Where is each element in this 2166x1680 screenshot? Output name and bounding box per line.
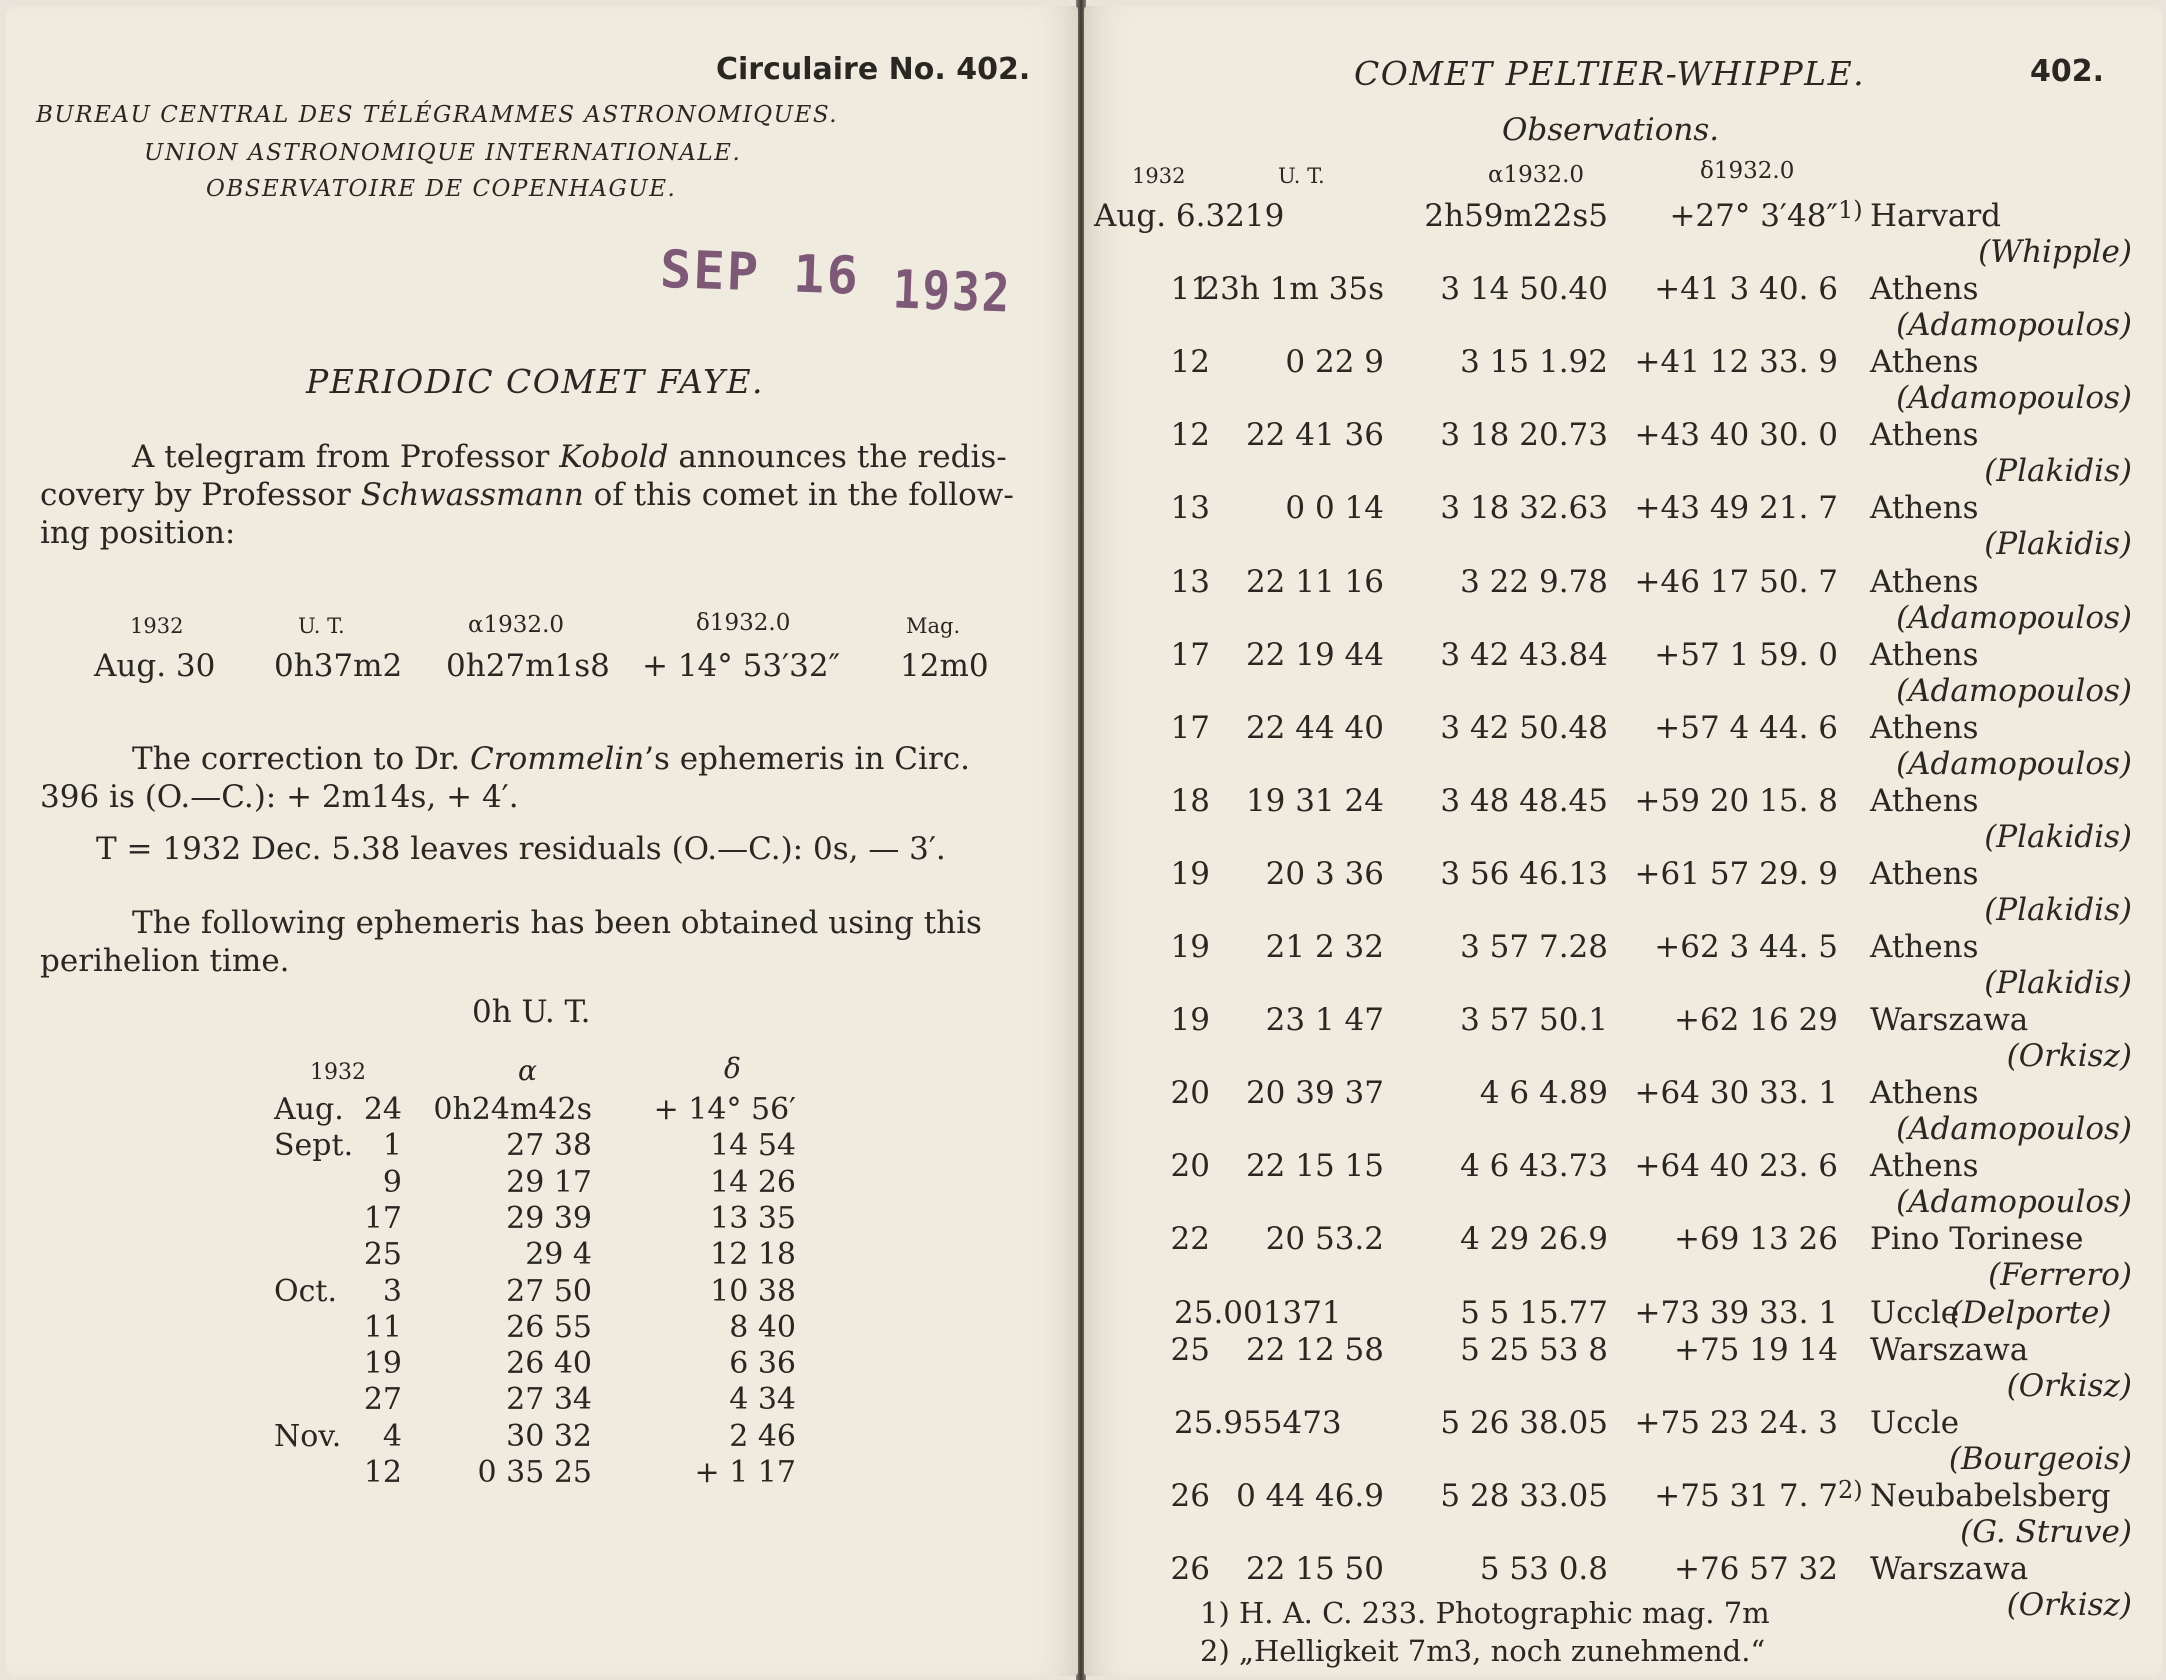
ephemeris-row	[6, 1382, 1006, 1418]
obs-place: Warszawa	[1870, 1002, 2029, 1039]
eph-day: 19	[363, 1346, 402, 1382]
observation-row	[1084, 1475, 2162, 1551]
para1-line2: covery by Professor Schwassmann of this comet in the follow-	[40, 477, 1014, 513]
obs-delta: +75 31 7. 7	[1654, 1477, 1838, 1514]
observation-row	[1084, 1002, 2162, 1075]
observations-subtitle: Observations.	[1502, 112, 1720, 148]
obs-alpha: 4 6 4.89	[1479, 1075, 1608, 1112]
obs-place: Athens	[1870, 636, 1979, 673]
obs-observer: (Adamopoulos)	[1896, 1184, 2132, 1221]
observation-row	[1084, 929, 2162, 1002]
obs-observer: (Adamopoulos)	[1896, 307, 2132, 344]
eph-delta: 4 34	[729, 1382, 796, 1418]
obs-place: Athens	[1870, 271, 1979, 308]
stamp-date: SEP 16	[659, 239, 861, 307]
para1-line3: ing position:	[40, 515, 236, 551]
obs-alpha: 3 56 46.13	[1440, 855, 1608, 892]
eph-delta: 12 18	[710, 1237, 796, 1273]
obs-delta: +76 57 32	[1673, 1550, 1838, 1587]
observation-row	[1084, 344, 2162, 417]
obs-place: Athens	[1870, 1075, 1979, 1112]
obs-place: Athens	[1870, 929, 1979, 965]
eph-alpha: 26 55	[506, 1309, 592, 1345]
obs-ut: 20 39 37	[1245, 1075, 1384, 1112]
pos-mag: 12m0	[900, 648, 989, 684]
stamp-year: 1932	[891, 257, 1013, 325]
obs-date: 25.955473	[1174, 1404, 1342, 1441]
obs-ut: 0 22 9	[1285, 344, 1384, 381]
eph-header-year: 1932	[310, 1060, 366, 1085]
peltier-whipple-title: COMET PELTIER-WHIPPLE.	[1354, 54, 1866, 93]
obs-ut: 22 44 40	[1245, 709, 1384, 746]
obs-observer: (Adamopoulos)	[1896, 1111, 2132, 1148]
obs-date: 19	[1170, 855, 1210, 892]
obs-delta: +57 1 59. 0	[1654, 636, 1838, 673]
obs-ut: 0 0 14	[1285, 490, 1384, 527]
left-page	[6, 6, 1078, 1676]
ephemeris-row	[6, 1237, 1006, 1273]
para1-line1: A telegram from Professor Kobold announces the redis-	[132, 439, 1007, 475]
eph-header-alpha: α	[518, 1054, 537, 1087]
obs-footnote-ref: 1)	[1838, 196, 1863, 224]
pos-header-alpha: α1932.0	[468, 612, 565, 638]
page-number: 402.	[2030, 54, 2105, 89]
obs-ut: 22 15 50	[1245, 1550, 1384, 1587]
obs-delta: +43 40 30. 0	[1634, 417, 1838, 454]
eph-delta: 14 26	[710, 1164, 796, 1200]
ephemeris-row	[6, 1455, 1006, 1491]
obs-place: Neubabelsberg	[1870, 1477, 2111, 1514]
eph-alpha: 27 50	[506, 1273, 592, 1309]
eph-month: Aug.	[274, 1092, 344, 1127]
obs-delta: +61 57 29. 9	[1634, 855, 1838, 892]
eph-day: 11	[363, 1309, 402, 1345]
eph-alpha: 30 32	[506, 1418, 592, 1454]
obs-delta: +64 30 33. 1	[1634, 1075, 1838, 1112]
pos-header-ut: U. T.	[298, 614, 345, 638]
eph-delta: 8 40	[729, 1309, 796, 1345]
eph-day: 4	[382, 1418, 402, 1454]
para4-line2: perihelion time.	[40, 943, 290, 979]
obs-delta: +75 23 24. 3	[1634, 1404, 1838, 1441]
obs-place: Uccle	[1870, 1294, 1960, 1331]
eph-alpha: 29 4	[525, 1237, 592, 1273]
observation-row	[1084, 783, 2162, 856]
obs-alpha: 3 57 7.28	[1460, 929, 1608, 965]
obs-alpha: 3 22 9.78	[1460, 563, 1608, 600]
ephemeris-row	[6, 1274, 1006, 1310]
obs-delta: +69 13 26	[1673, 1221, 1838, 1258]
footnote-1: 1) H. A. C. 233. Photographic mag. 7m	[1200, 1596, 1770, 1630]
obs-date: 11	[1170, 271, 1210, 308]
para4-line1: The following ephemeris has been obtained using this	[132, 905, 982, 941]
eph-alpha: 29 17	[506, 1164, 592, 1200]
obs-delta: +41 12 33. 9	[1634, 344, 1838, 381]
obs-delta: +62 3 44. 5	[1654, 929, 1838, 965]
ephemeris-row	[6, 1310, 1006, 1346]
eph-day: 1	[382, 1128, 402, 1164]
obs-alpha: 3 42 50.48	[1440, 709, 1608, 746]
date-stamp	[659, 239, 1013, 325]
para3: T = 1932 Dec. 5.38 leaves residuals (O.—C.): 0s, — 3′.	[96, 831, 946, 867]
obs-date: 13	[1170, 563, 1210, 600]
obs-delta: +41 3 40. 6	[1654, 271, 1838, 308]
obs-ut: 20 53.2	[1265, 1221, 1384, 1258]
obs-delta: +62 16 29	[1673, 1002, 1838, 1039]
eph-day: 9	[382, 1164, 402, 1200]
ephemeris-title: 0h U. T.	[472, 994, 591, 1030]
obs-place: Warszawa	[1870, 1550, 2029, 1587]
observation-row	[1084, 1332, 2162, 1405]
obs-observer: (Plakidis)	[1984, 526, 2132, 563]
obs-place: Athens	[1870, 490, 1979, 527]
ephemeris-row	[6, 1419, 1006, 1455]
observation-row	[1084, 710, 2162, 783]
obs-date: 12	[1170, 417, 1210, 454]
obs-date: 18	[1170, 782, 1210, 819]
obs-alpha: 4 29 26.9	[1460, 1221, 1608, 1258]
obs-place: Warszawa	[1870, 1331, 2029, 1368]
observation-row	[1084, 1075, 2162, 1148]
obs-header-ut: U. T.	[1278, 164, 1325, 188]
obs-ut: 21 2 32	[1265, 929, 1384, 965]
obs-date: 12	[1170, 344, 1210, 381]
pos-delta: + 14° 53′32″	[642, 648, 841, 684]
obs-observer: (Plakidis)	[1984, 818, 2132, 855]
obs-observer: (Adamopoulos)	[1896, 599, 2132, 636]
eph-alpha: 27 38	[506, 1128, 592, 1164]
union-line: UNION ASTRONOMIQUE INTERNATIONALE.	[144, 140, 742, 166]
eph-alpha: 0 35 25	[477, 1455, 592, 1490]
obs-ut: 22 15 15	[1245, 1148, 1384, 1185]
eph-day: 3	[382, 1273, 402, 1309]
obs-observer: (Adamopoulos)	[1896, 380, 2132, 417]
right-page	[1084, 6, 2162, 1676]
obs-observer: (Ferrero)	[1988, 1257, 2132, 1294]
obs-place: Athens	[1870, 1148, 1979, 1185]
pos-header-year: 1932	[130, 614, 184, 638]
eph-day: 27	[363, 1382, 402, 1418]
obs-header-year: 1932	[1132, 164, 1186, 188]
obs-observer: (Adamopoulos)	[1896, 745, 2132, 782]
obs-alpha: 5 28 33.05	[1440, 1477, 1608, 1514]
obs-delta: +75 19 14	[1673, 1331, 1838, 1368]
bureau-line: BUREAU CENTRAL DES TÉLÉGRAMMES ASTRONOMIQUES.	[36, 102, 839, 128]
ephemeris-row	[6, 1165, 1006, 1201]
observation-row	[1084, 417, 2162, 490]
eph-delta: + 1 17	[694, 1455, 796, 1490]
comet-faye-title: PERIODIC COMET FAYE.	[306, 362, 765, 401]
obs-delta: +73 39 33. 1	[1634, 1294, 1838, 1331]
obs-ut: 23h 1m 35s	[1200, 271, 1384, 308]
obs-alpha: 5 53 0.8	[1479, 1550, 1608, 1587]
ephemeris-row	[6, 1201, 1006, 1237]
observation-row	[1084, 856, 2162, 929]
pos-date: Aug. 30	[94, 648, 216, 684]
obs-date: 26	[1170, 1477, 1210, 1514]
obs-alpha: 3 48 48.45	[1440, 782, 1608, 819]
obs-observer: (Adamopoulos)	[1896, 672, 2132, 709]
eph-month: Sept.	[274, 1128, 354, 1164]
obs-place: Athens	[1870, 709, 1979, 746]
obs-place: Athens	[1870, 417, 1979, 454]
obs-date: 13	[1170, 490, 1210, 527]
eph-alpha: 0h24m42s	[433, 1092, 592, 1127]
observation-row	[1084, 198, 2162, 271]
eph-delta: 2 46	[729, 1418, 796, 1454]
obs-alpha: 3 18 32.63	[1440, 490, 1608, 527]
obs-alpha: 2h59m22s5	[1424, 198, 1608, 234]
eph-day: 24	[363, 1092, 402, 1127]
obs-observer: (Whipple)	[1978, 234, 2132, 270]
obs-delta: +59 20 15. 8	[1634, 782, 1838, 819]
obs-alpha: 3 57 50.1	[1460, 1002, 1608, 1039]
obs-delta: +57 4 44. 6	[1654, 709, 1838, 746]
obs-place: Athens	[1870, 782, 1979, 819]
obs-alpha: 5 25 53 8	[1460, 1331, 1608, 1368]
obs-date: Aug. 6.3219	[1094, 198, 1285, 234]
obs-place: Athens	[1870, 855, 1979, 892]
eph-alpha: 26 40	[506, 1346, 592, 1382]
observation-row	[1084, 637, 2162, 710]
eph-delta: 10 38	[710, 1273, 796, 1309]
obs-header-alpha: α1932.0	[1488, 162, 1585, 188]
obs-date: 26	[1170, 1550, 1210, 1587]
obs-date: 19	[1170, 929, 1210, 965]
obs-alpha: 3 18 20.73	[1440, 417, 1608, 454]
obs-ut: 22 41 36	[1245, 417, 1384, 454]
obs-date: 20	[1170, 1075, 1210, 1112]
observation-row	[1084, 564, 2162, 637]
obs-place: Harvard	[1870, 198, 2001, 234]
eph-day: 12	[363, 1455, 402, 1490]
obs-place: Athens	[1870, 563, 1979, 600]
observation-row	[1084, 1148, 2162, 1221]
eph-day: 17	[363, 1200, 402, 1236]
ephemeris-row	[6, 1346, 1006, 1382]
ephemeris-row	[6, 1092, 1006, 1128]
obs-observer: (Orkisz)	[2006, 1367, 2132, 1404]
obs-date: 17	[1170, 709, 1210, 746]
pos-ut: 0h37m2	[274, 648, 403, 684]
obs-date: 25.001371	[1174, 1294, 1342, 1331]
obs-observer: (Plakidis)	[1984, 453, 2132, 490]
obs-date: 22	[1170, 1221, 1210, 1258]
eph-header-delta: δ	[724, 1052, 741, 1085]
obs-delta: +43 49 21. 7	[1634, 490, 1838, 527]
obs-date: 20	[1170, 1148, 1210, 1185]
obs-alpha: 4 6 43.73	[1460, 1148, 1608, 1185]
obs-delta: +64 40 23. 6	[1634, 1148, 1838, 1185]
obs-observer: (Delporte)	[1950, 1294, 2112, 1331]
obs-observer: (Orkisz)	[2006, 1038, 2132, 1075]
eph-alpha: 27 34	[506, 1382, 592, 1418]
obs-delta: +46 17 50. 7	[1634, 563, 1838, 600]
observation-row	[1084, 271, 2162, 344]
obs-alpha: 3 15 1.92	[1460, 344, 1608, 381]
eph-month: Nov.	[274, 1418, 342, 1454]
eph-delta: 13 35	[710, 1200, 796, 1236]
eph-delta: + 14° 56′	[653, 1092, 796, 1127]
obs-alpha: 5 5 15.77	[1460, 1294, 1608, 1331]
obs-place: Uccle	[1870, 1404, 1960, 1441]
obs-observer: (Plakidis)	[1984, 965, 2132, 1001]
pos-header-delta: δ1932.0	[696, 610, 791, 636]
obs-alpha: 3 14 50.40	[1440, 271, 1608, 308]
obs-date: 17	[1170, 636, 1210, 673]
observatory-line: OBSERVATOIRE DE COPENHAGUE.	[206, 176, 677, 202]
obs-place: Pino Torinese	[1870, 1221, 2084, 1258]
pos-header-mag: Mag.	[906, 614, 961, 638]
obs-date: 25	[1170, 1331, 1210, 1368]
obs-place: Athens	[1870, 344, 1979, 381]
eph-alpha: 29 39	[506, 1200, 592, 1236]
eph-day: 25	[363, 1237, 402, 1273]
obs-ut: 23 1 47	[1265, 1002, 1384, 1039]
observation-row	[1084, 1405, 2162, 1478]
para2-line2: 396 is (O.—C.): + 2m14s, + 4′.	[40, 779, 519, 815]
obs-ut: 22 12 58	[1245, 1331, 1384, 1368]
obs-ut: 20 3 36	[1265, 855, 1384, 892]
observation-row	[1084, 490, 2162, 563]
observation-row	[1084, 1221, 2162, 1294]
obs-ut: 22 11 16	[1245, 563, 1384, 600]
circular-number: Circulaire No. 402.	[716, 52, 1031, 87]
obs-ut: 19 31 24	[1245, 782, 1384, 819]
obs-observer: (Plakidis)	[1984, 891, 2132, 928]
obs-ut: 0 44 46.9	[1236, 1477, 1384, 1514]
obs-observer: (Orkisz)	[2006, 1586, 2132, 1623]
pos-alpha: 0h27m1s8	[446, 648, 610, 684]
obs-header-delta: δ1932.0	[1700, 158, 1795, 184]
ephemeris-row	[6, 1128, 1006, 1164]
para2-line1: The correction to Dr. Crommelin’s ephemeris in Circ.	[132, 741, 970, 777]
obs-delta: +27° 3′48″	[1669, 198, 1838, 234]
eph-month: Oct.	[274, 1273, 337, 1309]
eph-delta: 14 54	[710, 1128, 796, 1164]
obs-observer: (G. Struve)	[1960, 1513, 2132, 1550]
obs-observer: (Bourgeois)	[1948, 1440, 2132, 1477]
footnote-2: 2) „Helligkeit 7m3, noch zunehmend.“	[1200, 1634, 1766, 1668]
obs-date: 19	[1170, 1002, 1210, 1039]
eph-delta: 6 36	[729, 1346, 796, 1382]
obs-alpha: 5 26 38.05	[1440, 1404, 1608, 1441]
obs-footnote-ref: 2)	[1838, 1475, 1863, 1504]
obs-ut: 22 19 44	[1245, 636, 1384, 673]
obs-alpha: 3 42 43.84	[1440, 636, 1608, 673]
